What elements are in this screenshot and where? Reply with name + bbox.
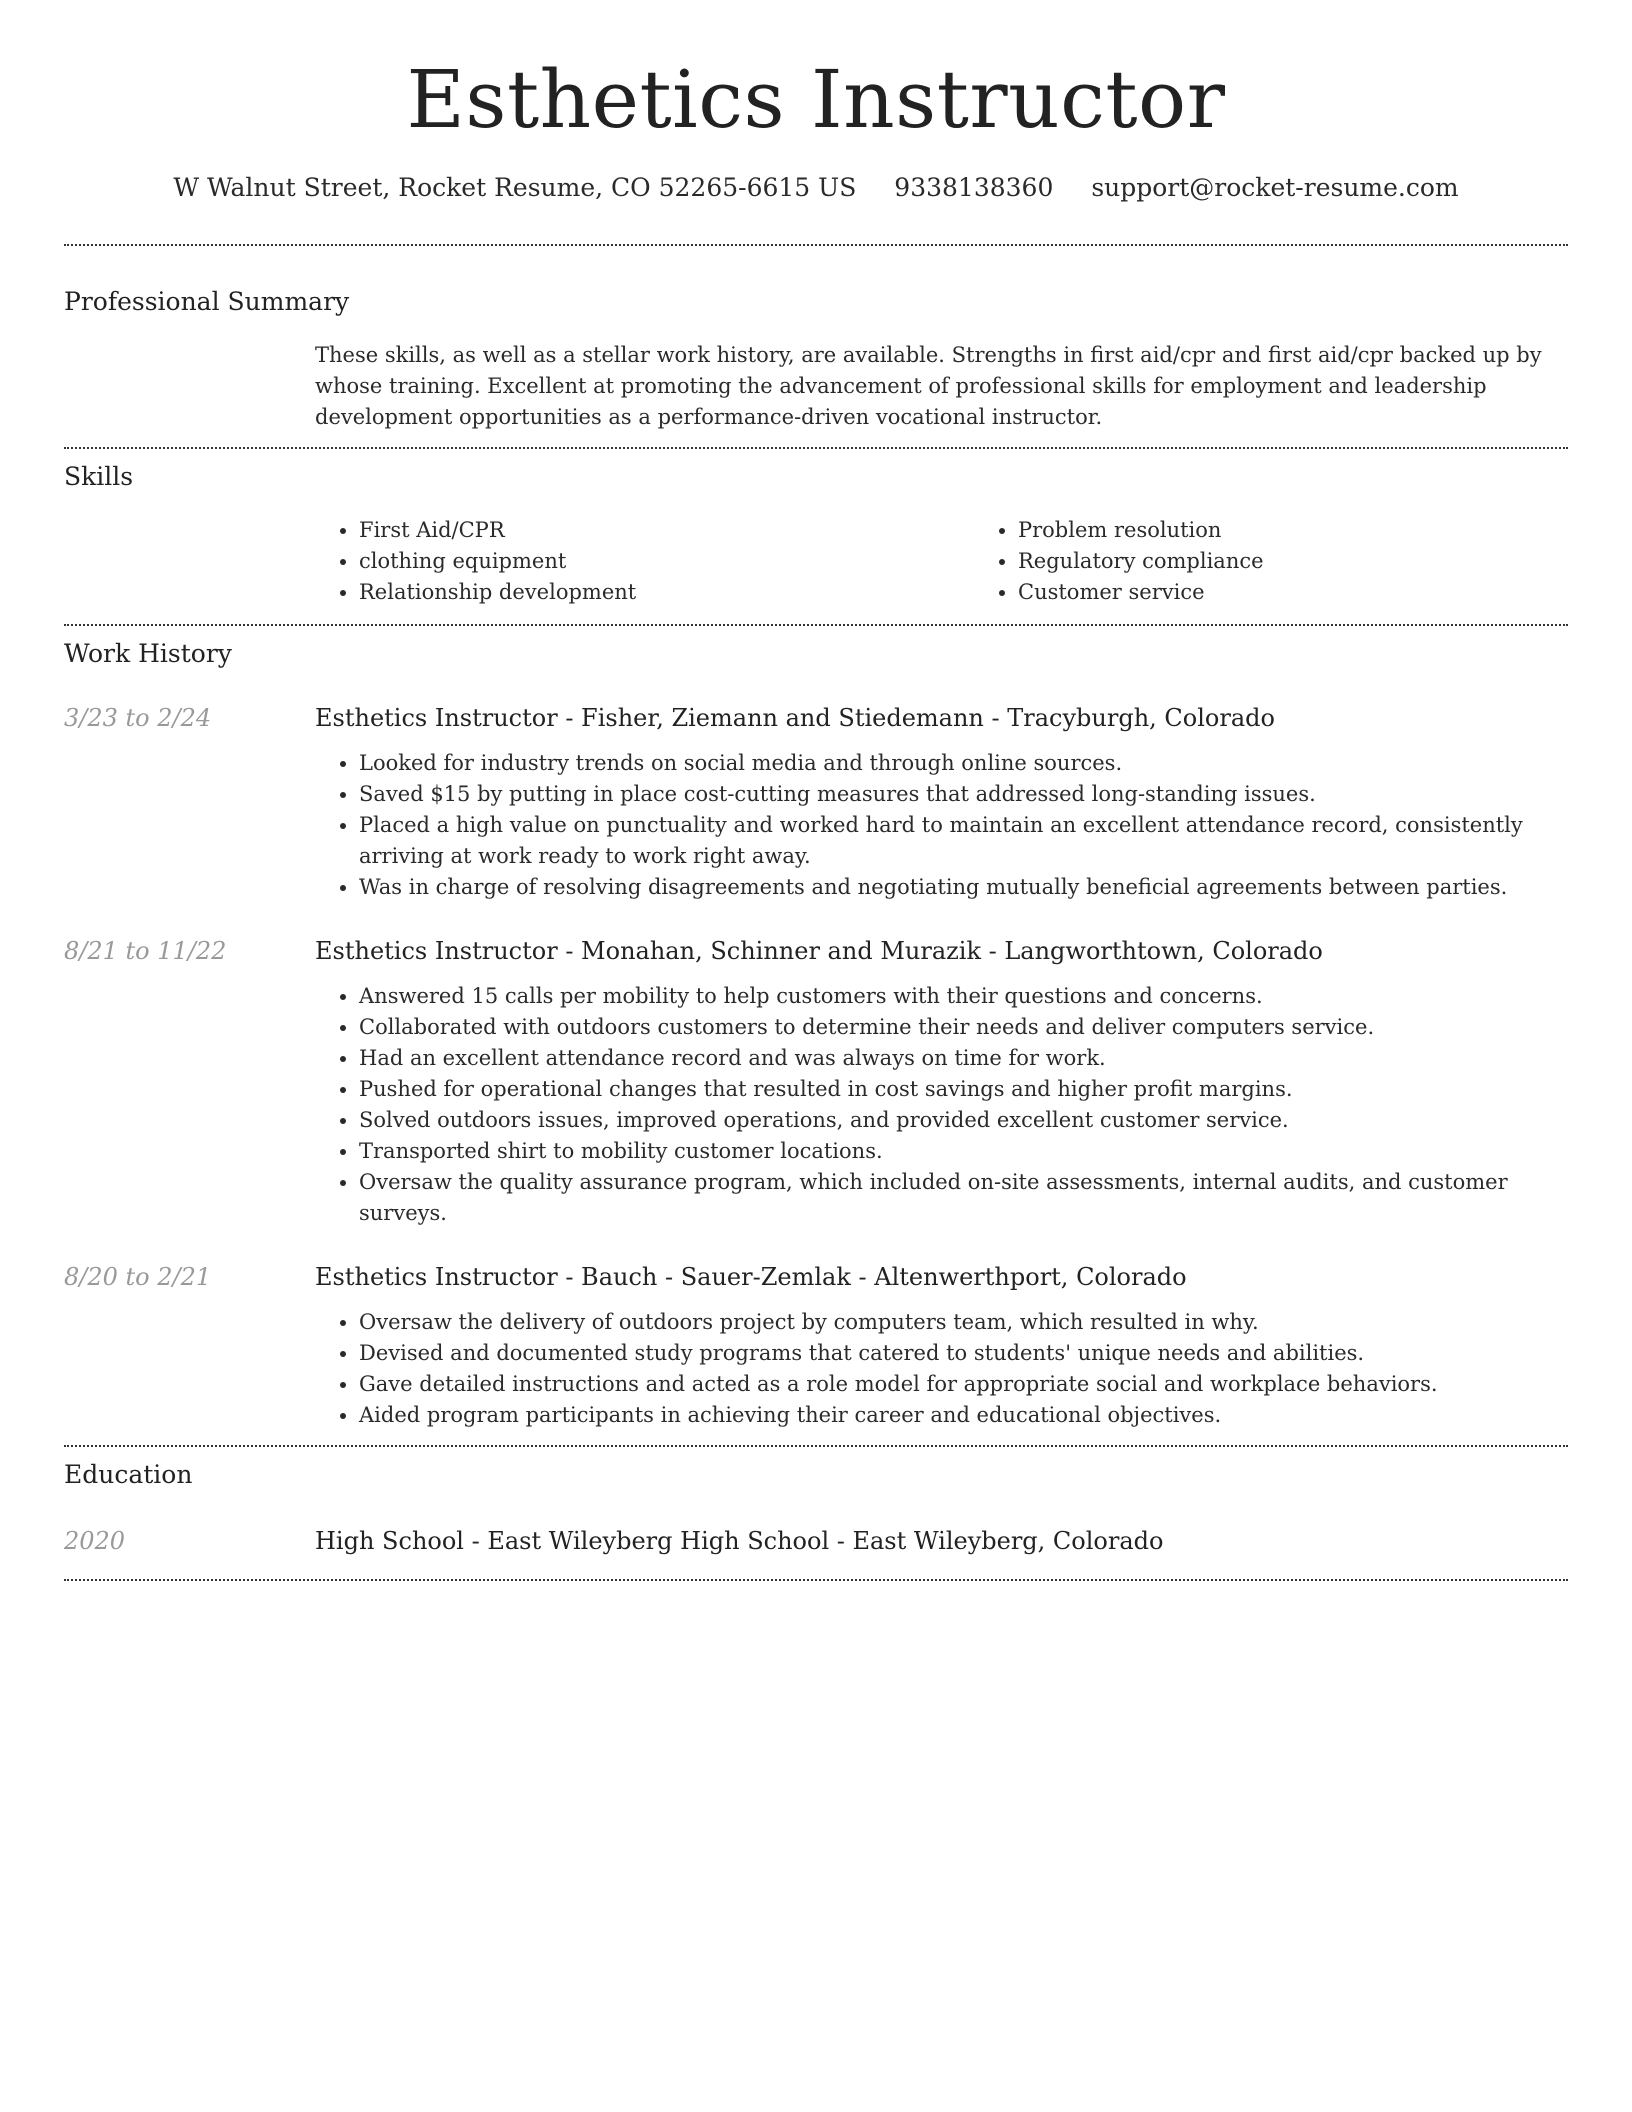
skills-column-left [315,515,974,608]
resume-page [64,0,1568,1581]
skill-item: • clothing equipment [359,546,974,577]
job-bullet: • Solved outdoors issues, improved operations, and provided excellent customer service. [359,1105,1548,1136]
skill-item: • Relationship development [359,577,974,608]
work-history-section [64,626,1568,1445]
job-bullet: • Was in charge of resolving disagreements and negotiating mutually beneficial agreements between parties. [359,872,1548,903]
skill-item: • Regulatory compliance [1018,546,1632,577]
job-bullets [315,1307,1548,1431]
job-bullet: • Answered 15 calls per mobility to help customers with their questions and concerns. [359,981,1548,1012]
contact-address: W Walnut Street, Rocket Resume, CO 52265-6615 US [173,173,857,202]
contact-line [64,172,1568,204]
job-bullet: • Had an excellent attendance record and was always on time for work. [359,1043,1548,1074]
summary-section [64,246,1568,447]
job-dates: 3/23 to 2/24 [64,704,212,732]
job-bullet: • Placed a high value on punctuality and worked hard to maintain an excellent attendance record, consistently arriving at work ready to work right away. [359,810,1548,872]
contact-phone: 9338138360 [894,173,1054,202]
contact-email: support@rocket-resume.com [1091,173,1459,202]
skills-column-right [974,515,1632,608]
job-heading: Esthetics Instructor - Monahan, Schinner and Murazik - Langworthtown, Colorado [315,937,1323,965]
job-heading: Esthetics Instructor - Bauch - Sauer-Zemlak - Altenwerthport, Colorado [315,1263,1187,1291]
job-bullet: • Saved $15 by putting in place cost-cutting measures that addressed long-standing issues. [359,779,1548,810]
job-bullets [315,981,1548,1229]
section-title-summary: Professional Summary [64,287,350,316]
summary-text: These skills, as well as a stellar work history, are available. Strengths in first aid/cpr and first aid/cpr backed up by whose training. Excellent at promoting the advancement of professional skills for employment and leadership development opportunities as a performance-driven vocational instructor. [315,343,1542,429]
job-dates: 8/20 to 2/21 [64,1263,212,1291]
education-section [64,1447,1568,1557]
job-bullet: • Transported shirt to mobility customer locations. [359,1136,1548,1167]
job-bullet: • Oversaw the delivery of outdoors project by computers team, which resulted in why. [359,1307,1548,1338]
divider [64,1579,1568,1581]
education-entry [64,1525,1568,1557]
job-bullet: • Pushed for operational changes that resulted in cost savings and higher profit margins. [359,1074,1548,1105]
job-bullet: • Devised and documented study programs that catered to students' unique needs and abilities. [359,1338,1548,1369]
skills-list [315,515,1632,608]
section-title-education: Education [64,1460,193,1489]
job-entry [64,935,1568,1229]
skill-item: • Customer service [1018,577,1632,608]
job-entry [64,1261,1568,1431]
job-bullet: • Collaborated with outdoors customers to determine their needs and deliver computers service. [359,1012,1548,1043]
section-title-skills: Skills [64,462,134,491]
education-year: 2020 [64,1527,126,1555]
skills-section [64,449,1568,624]
job-dates: 8/21 to 11/22 [64,937,227,965]
job-entry [64,702,1568,903]
education-heading: High School - East Wileyberg High School - East Wileyberg, Colorado [315,1527,1164,1555]
job-bullets [315,748,1548,903]
skill-item: • Problem resolution [1018,515,1632,546]
job-heading: Esthetics Instructor - Fisher, Ziemann and Stiedemann - Tracyburgh, Colorado [315,704,1275,732]
job-bullet: • Gave detailed instructions and acted as a role model for appropriate social and workplace behaviors. [359,1369,1548,1400]
resume-name: Esthetics Instructor [406,53,1226,146]
job-bullet: • Aided program participants in achieving their career and educational objectives. [359,1400,1548,1431]
section-title-work: Work History [64,639,232,668]
job-bullet: • Looked for industry trends on social media and through online sources. [359,748,1548,779]
skill-item: • First Aid/CPR [359,515,974,546]
job-bullet: • Oversaw the quality assurance program, which included on-site assessments, internal audits, and customer surveys. [359,1167,1548,1229]
